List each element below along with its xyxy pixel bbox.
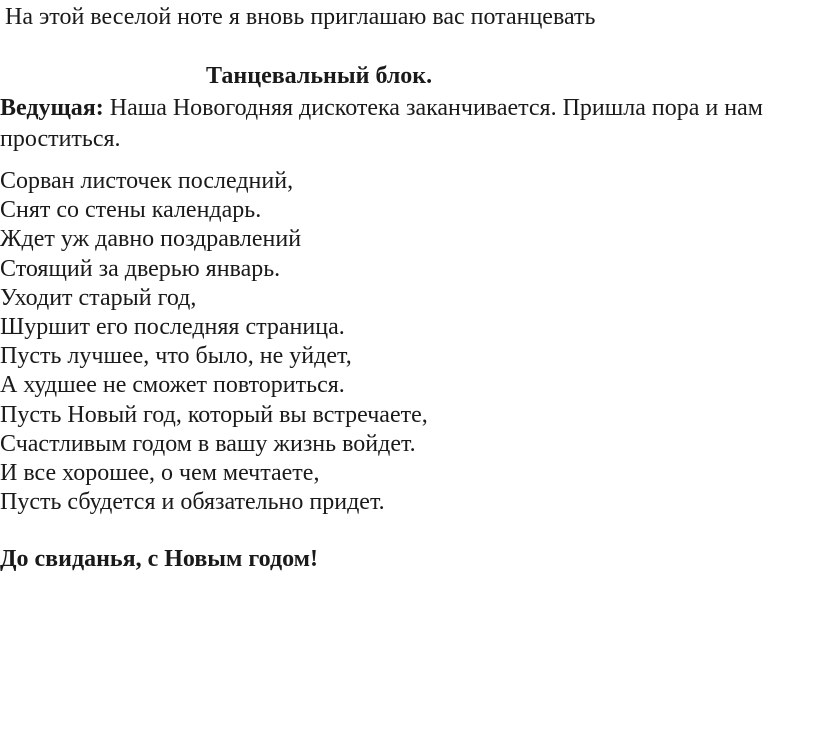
poem-line: Пусть Новый год, который вы встречаете, — [0, 401, 428, 428]
poem-line: Ждет уж давно поздравлений — [0, 226, 302, 253]
poem-line: Сорван листочек последний, — [0, 168, 294, 194]
intro-line: На этой веселой ноте я вновь приглашаю вас потанцевать — [5, 4, 596, 30]
speaker-label: Ведущая: — [0, 95, 104, 121]
poem-line: И все хорошее, о чем мечтаете, — [0, 460, 320, 487]
poem-line: Уходит старый год, — [0, 284, 197, 311]
poem-line: Снят со стены календарь. — [0, 197, 262, 224]
poem-line: Шуршит его последняя страница. — [0, 314, 345, 341]
poem — [0, 167, 428, 517]
dance-block-heading: Танцевальный блок. — [206, 63, 433, 89]
farewell-line: До свиданья, с Новым годом! — [0, 546, 318, 572]
host-paragraph — [0, 93, 805, 155]
poem-line: Стоящий за дверью январь. — [0, 255, 281, 282]
poem-line: Счастливым годом в вашу жизнь войдет. — [0, 430, 416, 457]
host-paragraph-text: Наша Новогодняя дискотека заканчивается. Пришла пора и нам проститься. — [0, 95, 763, 152]
poem-line: Пусть лучшее, что было, не уйдет, — [0, 343, 352, 370]
poem-line: А худшее не сможет повториться. — [0, 372, 345, 399]
poem-line: Пусть сбудется и обязательно придет. — [0, 489, 385, 516]
